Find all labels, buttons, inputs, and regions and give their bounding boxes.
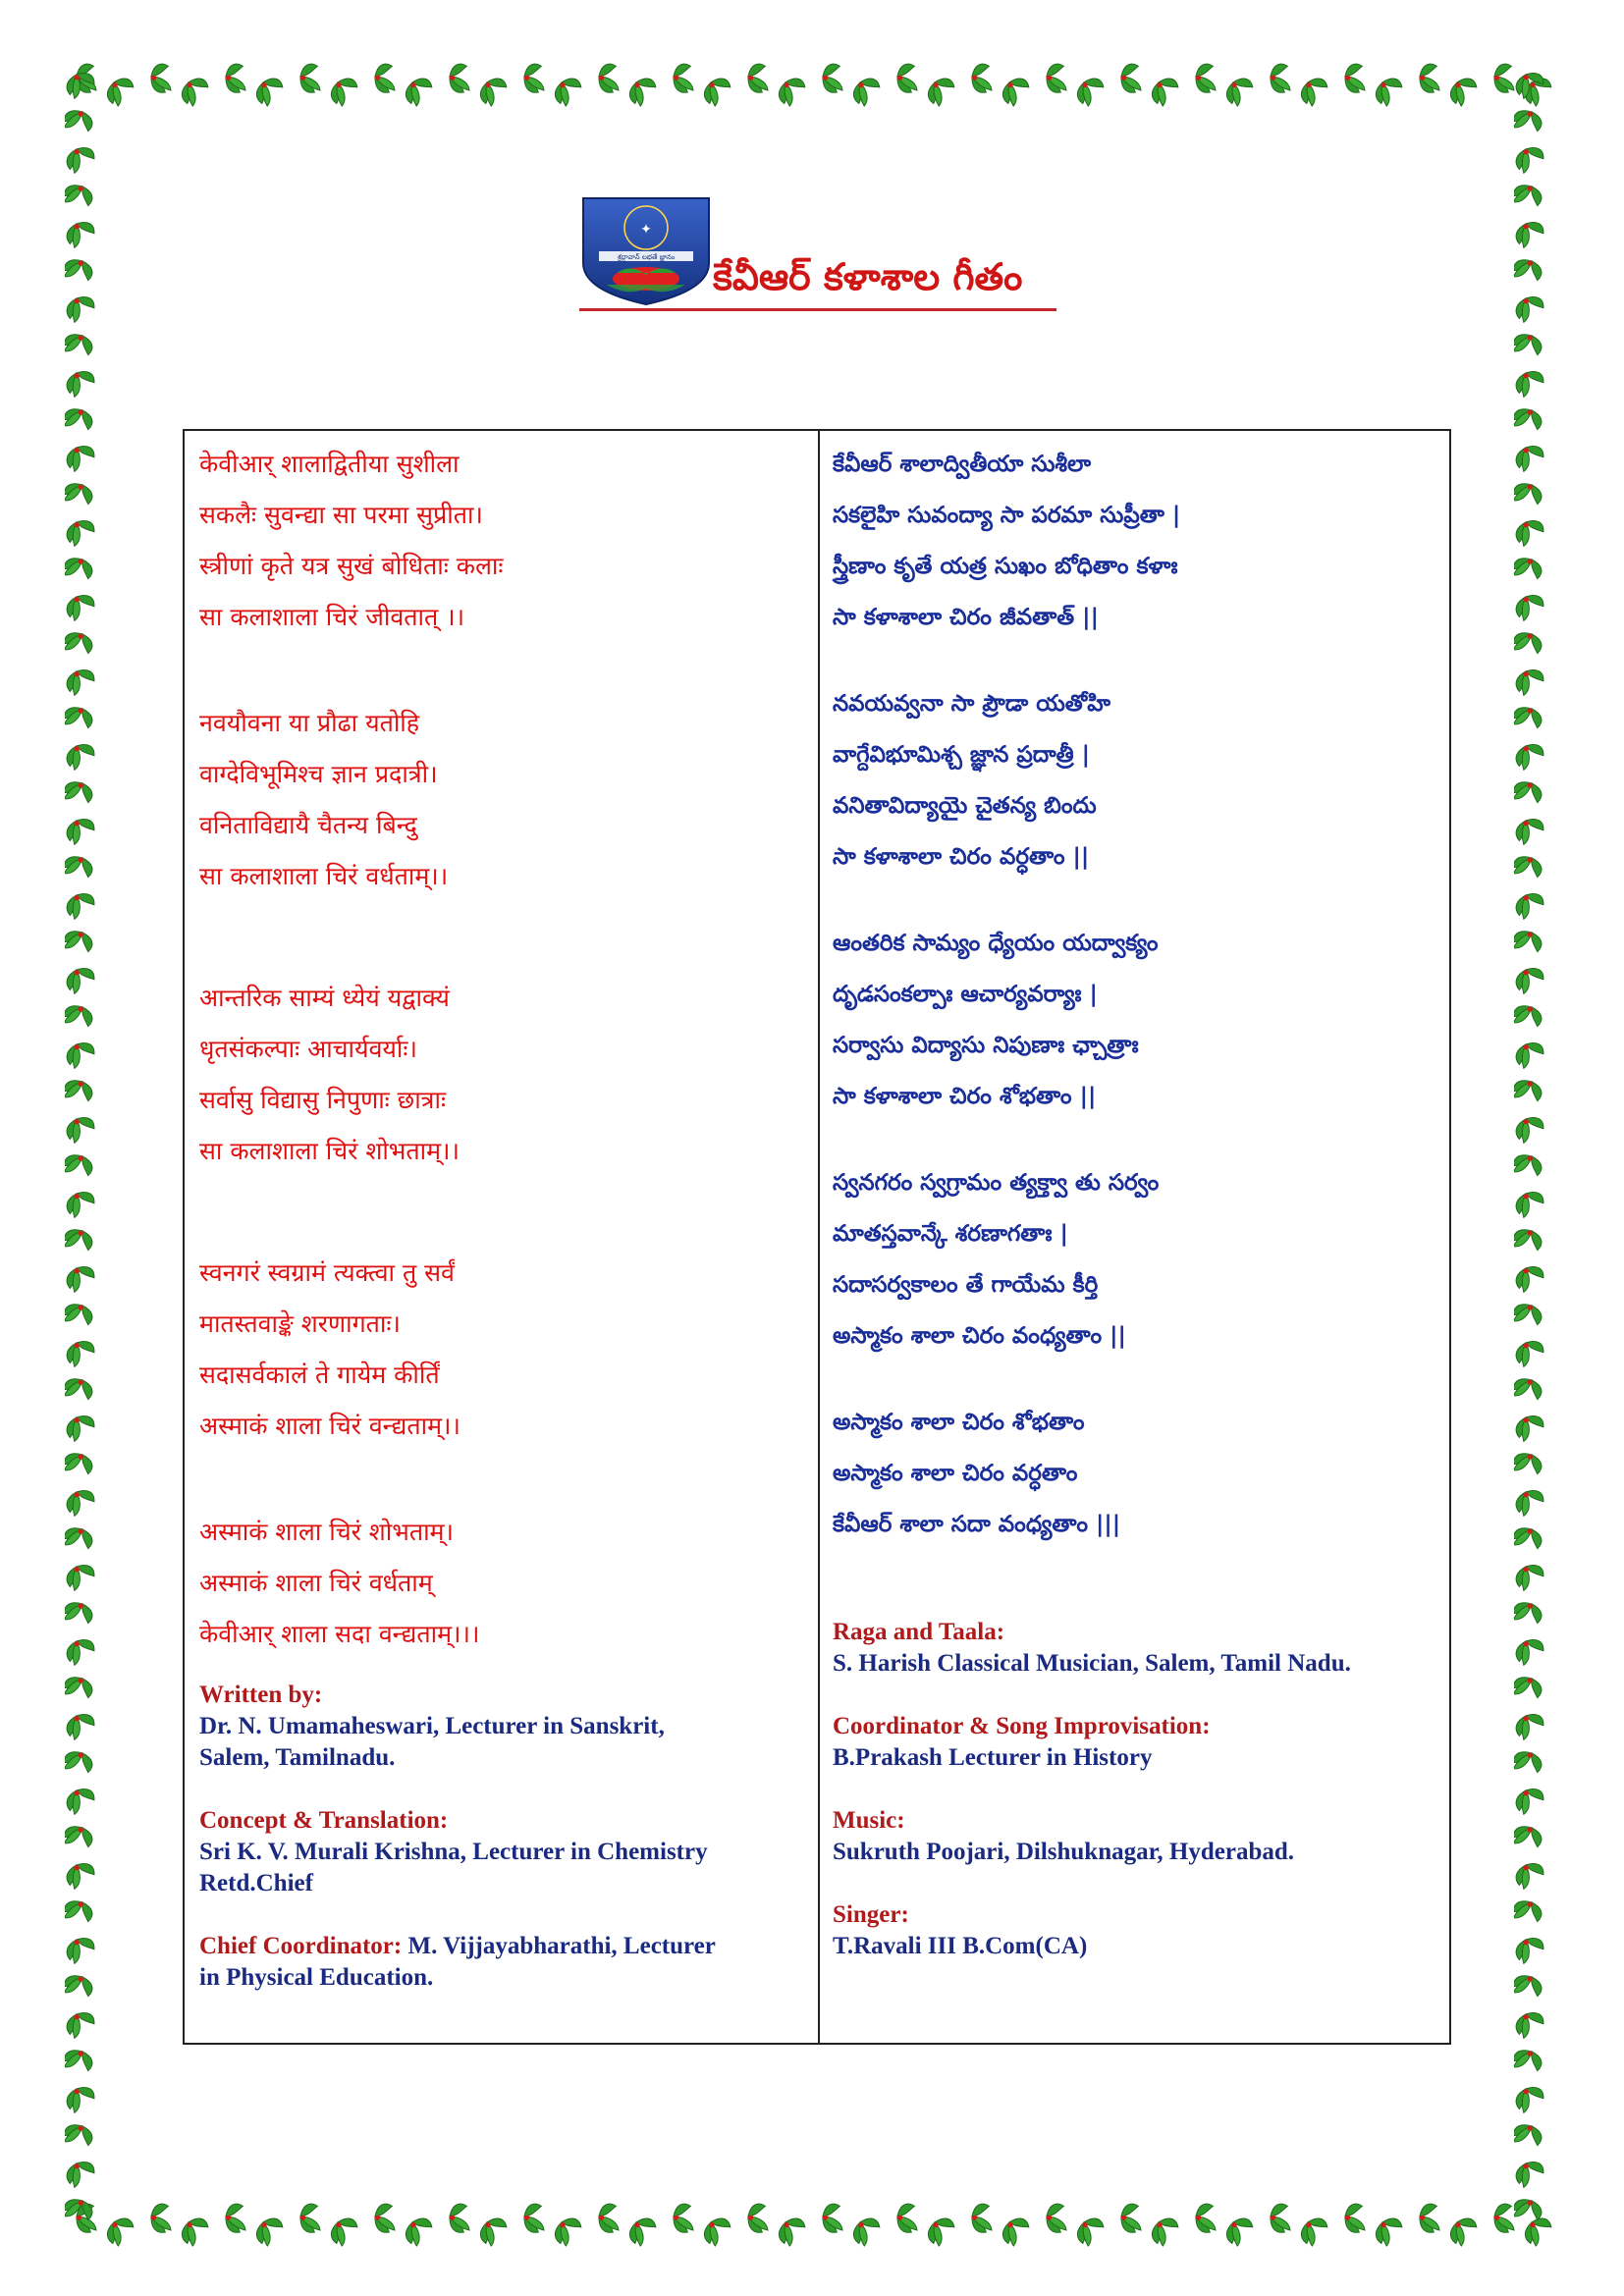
holly-sprig-icon xyxy=(65,813,97,848)
holly-sprig-icon xyxy=(1514,2156,1546,2191)
holly-sprig-icon xyxy=(65,1899,93,1923)
holly-sprig-icon xyxy=(893,2203,923,2235)
holly-sprig-icon xyxy=(65,67,97,102)
holly-sprig-icon xyxy=(1373,74,1404,108)
holly-sprig-icon xyxy=(146,63,177,95)
holly-sprig-icon xyxy=(370,2203,401,2235)
logo-caption: శ్రద్ధావాన్ లభతే జ్ఞానం xyxy=(617,253,676,261)
holly-sprig-icon xyxy=(1340,63,1371,95)
college-logo xyxy=(577,194,715,306)
credit-label: Concept & Translation: xyxy=(199,1807,449,1834)
holly-sprig-icon xyxy=(1514,1974,1543,1998)
credit-coordinator xyxy=(833,1711,1441,1774)
holly-sprig-icon xyxy=(1298,2214,1329,2248)
holly-sprig-icon xyxy=(65,1676,93,1699)
credit-value: S. Harish Classical Musician, Salem, Tamil Nadu. xyxy=(833,1650,1351,1677)
anthem-table xyxy=(183,429,1451,2045)
holly-sprig-icon xyxy=(328,74,359,108)
verse-line: వనితావిద్యాయై చైతన్య బిందు xyxy=(833,793,1097,819)
verse-line: अस्माकं शाला चिरं वर्धताम् xyxy=(199,1569,433,1597)
holly-border-top xyxy=(65,63,1559,108)
column-divider xyxy=(818,431,820,2043)
holly-sprig-icon xyxy=(65,738,97,774)
holly-sprig-icon xyxy=(1514,216,1546,251)
holly-sprig-icon xyxy=(65,1335,97,1370)
holly-sprig-icon xyxy=(1514,1079,1543,1102)
holly-sprig-icon xyxy=(1514,2006,1546,2042)
holly-sprig-icon xyxy=(65,291,97,326)
holly-sprig-icon xyxy=(594,2203,624,2235)
holly-sprig-icon xyxy=(1514,962,1546,997)
holly-sprig-icon xyxy=(1514,1783,1546,1818)
verse-line: అస్మాకం శాలా చిరం శోభతాం xyxy=(833,1410,1085,1435)
holly-sprig-icon xyxy=(65,589,97,624)
holly-sprig-icon xyxy=(1000,2214,1031,2248)
holly-sprig-icon xyxy=(1116,2203,1147,2235)
holly-sprig-icon xyxy=(328,2214,359,2248)
holly-sprig-icon xyxy=(1514,258,1543,282)
credit-value: Sukruth Poojari, Dilshuknagar, Hyderabad. xyxy=(833,1839,1295,1865)
credits-left xyxy=(199,1680,808,2025)
holly-sprig-icon xyxy=(65,1260,97,1296)
verse-line: अस्माकं शाला चिरं वन्द्यताम्।। xyxy=(199,1412,460,1440)
verse-line: मातस्तवाङ्के शरणागताः। xyxy=(199,1309,401,1338)
holly-sprig-icon xyxy=(65,184,93,207)
holly-sprig-icon xyxy=(1514,1899,1543,1923)
holly-sprig-icon xyxy=(1514,887,1546,923)
verse-line: सा कलाशाला चिरं शोभताम्।। xyxy=(199,1137,460,1165)
holly-sprig-icon xyxy=(552,2214,583,2248)
holly-sprig-icon xyxy=(221,2203,251,2235)
telugu-stanza xyxy=(833,1157,1441,1362)
holly-sprig-icon xyxy=(626,2214,658,2248)
holly-sprig-icon xyxy=(850,74,882,108)
holly-sprig-icon xyxy=(1514,557,1543,580)
holly-sprig-icon xyxy=(967,2203,998,2235)
holly-sprig-icon xyxy=(1514,1708,1546,1743)
credit-chief-coordinator xyxy=(199,1931,808,1994)
holly-sprig-icon xyxy=(1514,1410,1546,1445)
verse-line: केवीआर् शाला सदा वन्द्यताम्।।। xyxy=(199,1620,480,1648)
verse-line: केवीआर् शालाद्वितीया सुशीला xyxy=(199,450,460,478)
holly-sprig-icon xyxy=(1514,1559,1546,1594)
page-header xyxy=(577,194,1058,314)
holly-sprig-icon xyxy=(1514,589,1546,624)
verse-line: స్వనగరం స్వగ్రామం త్యక్త్వా తు సర్వం xyxy=(833,1170,1160,1196)
credit-value: Sri K. V. Murali Krishna, Lecturer in Chemistry xyxy=(199,1839,708,1865)
verse-line: మాతస్తవాన్కే శరణాగతాః | xyxy=(833,1221,1068,1247)
holly-sprig-icon xyxy=(1447,74,1479,108)
holly-sprig-icon xyxy=(1514,1037,1546,1072)
verse-line: కేవీఆర్ శాలా సదా వంధ్యతాం ||| xyxy=(833,1512,1121,1537)
holly-sprig-icon xyxy=(1514,738,1546,774)
holly-sprig-icon xyxy=(1514,2049,1543,2072)
holly-sprig-icon xyxy=(1373,2214,1404,2248)
holly-sprig-icon xyxy=(776,74,807,108)
holly-sprig-icon xyxy=(65,1079,93,1102)
holly-sprig-icon xyxy=(65,1004,93,1028)
holly-sprig-icon xyxy=(65,1484,97,1520)
holly-sprig-icon xyxy=(65,1857,97,1893)
holly-sprig-icon xyxy=(1514,1186,1546,1221)
holly-sprig-icon xyxy=(1266,63,1296,95)
holly-sprig-icon xyxy=(1514,631,1543,655)
holly-sprig-icon xyxy=(925,2214,956,2248)
holly-sprig-icon xyxy=(65,780,93,804)
holly-sprig-icon xyxy=(1514,291,1546,326)
holly-sprig-icon xyxy=(65,482,93,506)
holly-sprig-icon xyxy=(65,141,97,177)
holly-sprig-icon xyxy=(65,706,93,729)
credit-value: Salem, Tamilnadu. xyxy=(199,1744,396,1771)
holly-sprig-icon xyxy=(1514,440,1546,475)
holly-sprig-icon xyxy=(1514,184,1543,207)
holly-sprig-icon xyxy=(1191,63,1221,95)
holly-sprig-icon xyxy=(1514,1484,1546,1520)
holly-sprig-icon xyxy=(701,2214,732,2248)
holly-sprig-icon xyxy=(1514,1452,1543,1475)
holly-sprig-icon xyxy=(1514,2123,1543,2147)
holly-sprig-icon xyxy=(1191,2203,1221,2235)
credit-raga xyxy=(833,1617,1441,1680)
holly-sprig-icon xyxy=(65,2049,93,2072)
holly-sprig-icon xyxy=(701,74,732,108)
holly-sprig-icon xyxy=(65,1750,93,1774)
holly-sprig-icon xyxy=(65,440,97,475)
credit-written-by xyxy=(199,1680,808,1774)
sanskrit-stanza xyxy=(199,1248,808,1452)
holly-sprig-icon xyxy=(1514,664,1546,699)
holly-sprig-icon xyxy=(65,962,97,997)
holly-sprig-icon xyxy=(967,63,998,95)
holly-sprig-icon xyxy=(1042,2203,1072,2235)
holly-sprig-icon xyxy=(1074,74,1106,108)
holly-sprig-icon xyxy=(1514,1601,1543,1625)
holly-sprig-icon xyxy=(850,2214,882,2248)
holly-sprig-icon xyxy=(1514,1228,1543,1252)
holly-sprig-icon xyxy=(1514,1526,1543,1550)
verse-line: సా కళాశాలా చిరం శోభతాం || xyxy=(833,1084,1097,1109)
verse-line: सा कलाशाला चिरं जीवतात् ।। xyxy=(199,603,465,631)
holly-sprig-icon xyxy=(65,514,97,550)
holly-sprig-icon xyxy=(146,2203,177,2235)
holly-sprig-icon xyxy=(1074,2214,1106,2248)
holly-sprig-icon xyxy=(1514,1857,1546,1893)
verse-line: వాగ్దేవిభూమిశ్చ జ్ఞాన ప్రదాత్రీ | xyxy=(833,742,1091,768)
verse-line: स्वनगरं स्वग्रामं त्यक्त्वा तु सर्वं xyxy=(199,1258,455,1287)
holly-sprig-icon xyxy=(296,63,326,95)
holly-sprig-icon xyxy=(1223,2214,1255,2248)
credit-value: T.Ravali III B.Com(CA) xyxy=(833,1933,1088,1959)
holly-sprig-icon xyxy=(1514,141,1546,177)
holly-sprig-icon xyxy=(743,63,774,95)
holly-sprig-icon xyxy=(65,887,97,923)
verse-line: సదాసర్వకాలం తే గాయేమ కీర్తి xyxy=(833,1272,1099,1298)
holly-sprig-icon xyxy=(1514,514,1546,550)
holly-sprig-icon xyxy=(65,1186,97,1221)
credit-label: Written by: xyxy=(199,1682,323,1708)
holly-sprig-icon xyxy=(65,1452,93,1475)
holly-sprig-icon xyxy=(1000,74,1031,108)
holly-sprig-icon xyxy=(1514,1825,1543,1848)
holly-sprig-icon xyxy=(65,258,93,282)
verse-line: आन्तरिक साम्यं ध्येयं यद्वाक्यं xyxy=(199,984,450,1012)
verse-line: स्त्रीणां कृते यत्र सुखं बोधिताः कलाः xyxy=(199,552,504,580)
verse-line: అస్మాకం శాలా చిరం వంధ్యతాం || xyxy=(833,1323,1126,1349)
holly-sprig-icon xyxy=(1514,1111,1546,1147)
holly-sprig-icon xyxy=(65,1526,93,1550)
holly-sprig-icon xyxy=(179,74,210,108)
verse-line: దృడసంకల్పాః ఆచార్యవర్యాః | xyxy=(833,982,1098,1007)
verse-line: అస్మాకం శాలా చిరం వర్ధతాం xyxy=(833,1461,1078,1486)
sanskrit-stanza xyxy=(199,1507,808,1660)
holly-sprig-icon xyxy=(65,1228,93,1252)
holly-sprig-icon xyxy=(1514,1633,1546,1669)
holly-sprig-icon xyxy=(1514,1335,1546,1370)
holly-sprig-icon xyxy=(65,365,97,400)
holly-sprig-icon xyxy=(1514,1377,1543,1401)
sanskrit-column xyxy=(199,439,808,1660)
holly-sprig-icon xyxy=(1415,63,1445,95)
sanskrit-stanza xyxy=(199,439,808,643)
holly-sprig-icon xyxy=(519,2203,550,2235)
holly-sprig-icon xyxy=(1149,2214,1180,2248)
credit-label: Music: xyxy=(833,1807,905,1834)
holly-sprig-icon xyxy=(65,1410,97,1445)
credit-label: Chief Coordinator: xyxy=(199,1933,403,1959)
credit-value: Retd.Chief xyxy=(199,1870,313,1896)
holly-sprig-icon xyxy=(1514,333,1543,356)
holly-sprig-icon xyxy=(1514,1676,1543,1699)
holly-sprig-icon xyxy=(818,2203,848,2235)
verse-line: वनिताविद्यायै चैतन्य बिन्दु xyxy=(199,811,417,839)
holly-sprig-icon xyxy=(1223,74,1255,108)
holly-sprig-icon xyxy=(65,1708,97,1743)
holly-sprig-icon xyxy=(1514,2081,1546,2116)
holly-sprig-icon xyxy=(445,2203,475,2235)
holly-sprig-icon xyxy=(65,109,93,133)
verse-line: సకలైహి సువంద్యా సా పరమా సుప్రీతా | xyxy=(833,503,1181,528)
credit-value: M. Vijjayabharathi, Lecturer xyxy=(402,1933,716,1959)
verse-line: సర్వాసు విద్యాసు నిపుణాః ఛ్చాత్రాః xyxy=(833,1033,1139,1058)
holly-sprig-icon xyxy=(445,63,475,95)
credits-right xyxy=(833,1617,1441,1994)
holly-sprig-icon xyxy=(65,855,93,879)
holly-sprig-icon xyxy=(1298,74,1329,108)
holly-sprig-icon xyxy=(893,63,923,95)
credit-concept xyxy=(199,1805,808,1899)
telugu-stanza xyxy=(833,678,1441,882)
holly-sprig-icon xyxy=(1514,855,1543,879)
credit-music xyxy=(833,1805,1441,1868)
holly-sprig-icon xyxy=(65,664,97,699)
holly-sprig-icon xyxy=(65,2198,93,2221)
holly-sprig-icon xyxy=(65,216,97,251)
svg-text:✦: ✦ xyxy=(640,222,652,238)
holly-sprig-icon xyxy=(1514,1932,1546,1967)
holly-sprig-icon xyxy=(1514,1004,1543,1028)
holly-sprig-icon xyxy=(253,2214,285,2248)
holly-sprig-icon xyxy=(65,1153,93,1177)
holly-sprig-icon xyxy=(65,407,93,431)
verse-line: नवयौवना या प्रौढा यतोहि xyxy=(199,709,420,737)
holly-sprig-icon xyxy=(1042,63,1072,95)
verse-line: నవయవ్వనా సా ప్రౌడా యతోహి xyxy=(833,691,1111,717)
telugu-stanza xyxy=(833,918,1441,1122)
telugu-column xyxy=(833,439,1441,1550)
holly-sprig-icon xyxy=(1514,1153,1543,1177)
holly-sprig-icon xyxy=(179,2214,210,2248)
holly-sprig-icon xyxy=(221,63,251,95)
sanskrit-stanza xyxy=(199,698,808,902)
verse-line: सा कलाशाला चिरं वर्धताम्।। xyxy=(199,862,449,890)
verse-line: సా కళాశాలా చిరం వర్ధతాం || xyxy=(833,844,1090,870)
holly-sprig-icon xyxy=(669,63,699,95)
credit-value: Dr. N. Umamaheswari, Lecturer in Sanskrit, xyxy=(199,1713,665,1739)
holly-sprig-icon xyxy=(65,2123,93,2147)
credit-label: Raga and Taala: xyxy=(833,1619,1005,1645)
holly-sprig-icon xyxy=(65,1377,93,1401)
holly-sprig-icon xyxy=(477,2214,509,2248)
holly-sprig-icon xyxy=(519,63,550,95)
holly-sprig-icon xyxy=(403,74,434,108)
telugu-stanza xyxy=(833,1397,1441,1550)
holly-sprig-icon xyxy=(65,631,93,655)
holly-sprig-icon xyxy=(1514,813,1546,848)
holly-border-bottom xyxy=(65,2203,1559,2248)
holly-sprig-icon xyxy=(1514,2198,1543,2221)
holly-sprig-icon xyxy=(743,2203,774,2235)
verse-line: धृतसंकल्पाः आचार्यवर्याः। xyxy=(199,1035,417,1063)
holly-sprig-icon xyxy=(552,74,583,108)
holly-sprig-icon xyxy=(65,1111,97,1147)
credit-singer xyxy=(833,1899,1441,1962)
holly-border-left xyxy=(65,63,110,2248)
verse-line: सकलैः सुवन्द्या सा परमा सुप्रीता। xyxy=(199,501,483,529)
holly-sprig-icon xyxy=(253,74,285,108)
credit-label: Coordinator & Song Improvisation: xyxy=(833,1713,1211,1739)
holly-sprig-icon xyxy=(65,333,93,356)
holly-sprig-icon xyxy=(776,2214,807,2248)
holly-sprig-icon xyxy=(1514,407,1543,431)
title-underline xyxy=(579,308,1056,311)
verse-line: अस्माकं शाला चिरं शोभताम्। xyxy=(199,1518,454,1546)
holly-sprig-icon xyxy=(65,1037,97,1072)
holly-sprig-icon xyxy=(1116,63,1147,95)
verse-line: सदासर्वकालं ते गायेम कीर्तिं xyxy=(199,1361,440,1389)
holly-sprig-icon xyxy=(1340,2203,1371,2235)
holly-sprig-icon xyxy=(296,2203,326,2235)
holly-sprig-icon xyxy=(65,557,93,580)
verse-line: सर्वासु विद्यासु निपुणाः छात्राः xyxy=(199,1086,446,1114)
holly-sprig-icon xyxy=(818,63,848,95)
credit-label: Singer: xyxy=(833,1901,909,1928)
holly-sprig-icon xyxy=(669,2203,699,2235)
holly-sprig-icon xyxy=(594,63,624,95)
holly-sprig-icon xyxy=(1415,2203,1445,2235)
holly-sprig-icon xyxy=(1514,109,1543,133)
holly-sprig-icon xyxy=(65,2081,97,2116)
verse-line: ఆంతరిక సామ్యం ధ్యేయం యద్వాక్యం xyxy=(833,931,1159,956)
page-title: కేవీఆర్ కళాశాల గీతం xyxy=(713,255,1023,298)
holly-sprig-icon xyxy=(65,1825,93,1848)
holly-sprig-icon xyxy=(1514,706,1543,729)
holly-sprig-icon xyxy=(1514,67,1546,102)
holly-sprig-icon xyxy=(1514,780,1543,804)
holly-sprig-icon xyxy=(65,2156,97,2191)
holly-sprig-icon xyxy=(1514,365,1546,400)
telugu-stanza xyxy=(833,439,1441,643)
holly-sprig-icon xyxy=(477,74,509,108)
holly-sprig-icon xyxy=(925,74,956,108)
holly-sprig-icon xyxy=(1514,1303,1543,1326)
holly-sprig-icon xyxy=(1514,1750,1543,1774)
holly-sprig-icon xyxy=(65,930,93,953)
holly-sprig-icon xyxy=(65,1633,97,1669)
holly-sprig-icon xyxy=(370,63,401,95)
holly-sprig-icon xyxy=(65,1559,97,1594)
verse-line: वाग्देविभूमिश्च ज्ञान प्रदात्री। xyxy=(199,760,438,788)
credit-value: B.Prakash Lecturer in History xyxy=(833,1744,1153,1771)
holly-sprig-icon xyxy=(403,2214,434,2248)
holly-sprig-icon xyxy=(65,2006,97,2042)
holly-sprig-icon xyxy=(65,1932,97,1967)
holly-sprig-icon xyxy=(1514,1260,1546,1296)
holly-sprig-icon xyxy=(1149,74,1180,108)
verse-line: కేవీఆర్ శాలాద్వితీయా సుశీలా xyxy=(833,452,1092,477)
holly-sprig-icon xyxy=(1447,2214,1479,2248)
holly-sprig-icon xyxy=(1266,2203,1296,2235)
holly-sprig-icon xyxy=(65,1783,97,1818)
holly-sprig-icon xyxy=(1514,930,1543,953)
holly-sprig-icon xyxy=(65,1303,93,1326)
holly-sprig-icon xyxy=(65,1974,93,1998)
verse-line: స్త్రీణాం కృతే యత్ర సుఖం బోధితాం కళాః xyxy=(833,554,1178,579)
holly-sprig-icon xyxy=(65,1601,93,1625)
holly-sprig-icon xyxy=(1514,482,1543,506)
holly-sprig-icon xyxy=(626,74,658,108)
holly-border-right xyxy=(1514,63,1559,2248)
sanskrit-stanza xyxy=(199,973,808,1177)
credit-value: in Physical Education. xyxy=(199,1964,434,1991)
verse-line: సా కళాశాలా చిరం జీవతాత్ || xyxy=(833,605,1099,630)
